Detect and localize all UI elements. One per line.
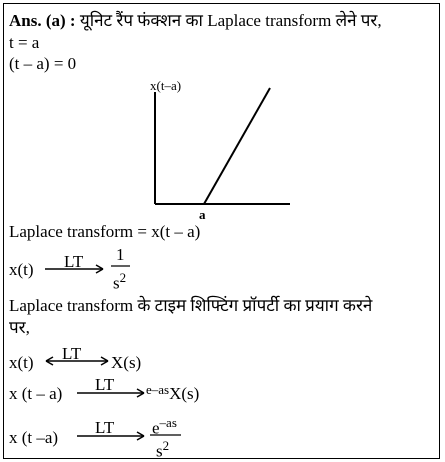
pair4-op: LT	[95, 418, 115, 437]
pair3-lhs: x (t – a)	[9, 384, 63, 403]
pair4-den-base: s	[156, 441, 163, 461]
pair2-rhs: X(s)	[111, 353, 142, 372]
pair3-rhs-exp: e–as	[146, 382, 170, 397]
pair4-den	[156, 436, 169, 462]
answer-intro-text: यूनिट रैंप फंक्शन का Laplace transform लेने पर,	[79, 11, 382, 30]
pair4-num-base: e	[152, 418, 160, 438]
pair4-den-exp: 2	[162, 438, 170, 453]
pair3-rhs-base: X(s)	[169, 384, 200, 403]
pair2-op: LT	[62, 344, 82, 363]
answer-line-3: (t – a) = 0	[9, 54, 77, 73]
pair1-op: LT	[64, 252, 84, 271]
pair4-num-exp: –as	[159, 415, 177, 430]
time-shift-paragraph-cont: पर,	[9, 318, 30, 337]
pair4-num	[152, 413, 177, 439]
pair4-lhs: x (t –a)	[9, 428, 59, 447]
answer-label: Ans. (a) :	[9, 11, 76, 30]
laplace-line-1: Laplace transform = x(t – a)	[9, 222, 201, 241]
answer-line-2: t = a	[9, 33, 40, 52]
pair2-lhs: x(t)	[9, 353, 34, 372]
time-shift-paragraph: Laplace transform के टाइम शिफ्टिंग प्रॉपर्टी का प्रयाग करने	[9, 296, 373, 315]
graph-y-label: x(t–a)	[150, 78, 182, 93]
pair1-lhs: x(t)	[9, 260, 34, 279]
pair3-op: LT	[95, 375, 115, 394]
pair1-den-base: s	[113, 273, 120, 293]
pair1-den-exp: 2	[119, 270, 127, 285]
graph-x-label: a	[199, 207, 206, 222]
pair1-num: 1	[116, 245, 125, 264]
